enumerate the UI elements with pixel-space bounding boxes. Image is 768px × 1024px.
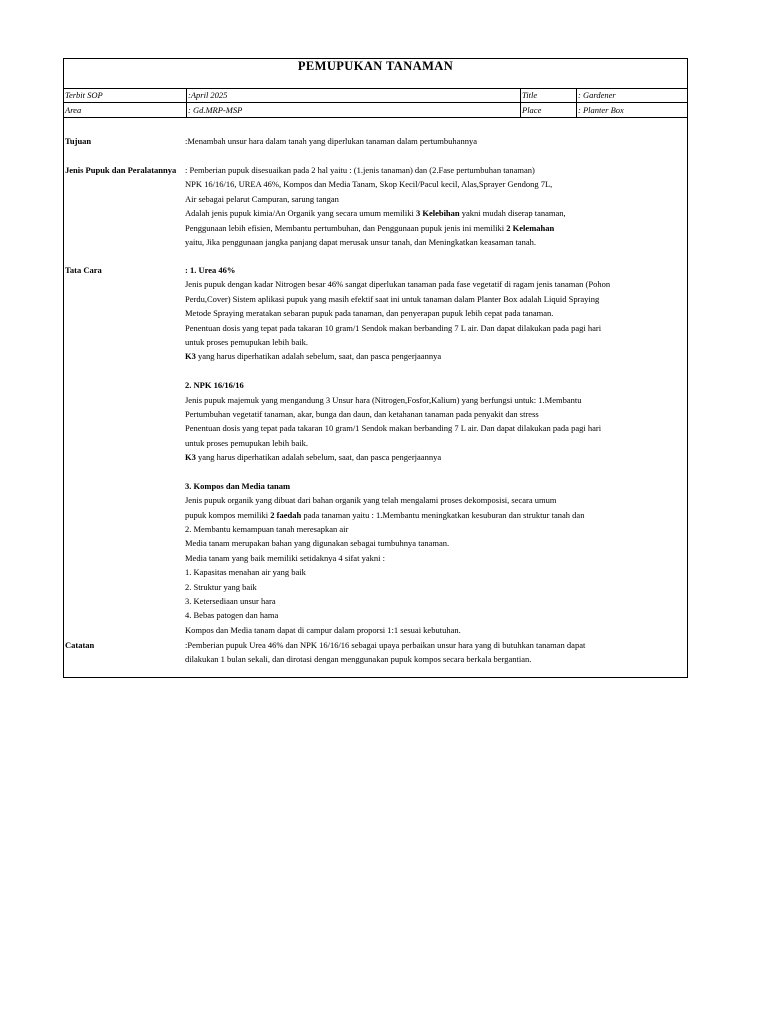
kelemahan-bold: 2 Kelemahan (506, 222, 555, 233)
text-run: pada tanaman yaitu : 1.Membantu meningkatkan kesuburan dan struktur tanah dan (301, 509, 585, 520)
catatan-line: dilakukan 1 bulan sekali, dan dirotasi dengan menggunakan pupuk kompos secara berkala bergantian. (185, 654, 532, 665)
kompos-line: 4. Bebas patogen dan hama (185, 610, 279, 621)
jenis-label: Jenis Pupuk dan Peralatannya (65, 165, 177, 175)
kompos-heading: 3. Kompos dan Media tanam (185, 480, 291, 491)
spacer (185, 364, 685, 378)
urea-line (185, 349, 685, 363)
catatan-line: :Pemberian pupuk Urea 46% dan NPK 16/16/16 sebagai upaya perbaikan unsur hara yang di butuhkan tanaman dapat (185, 640, 586, 650)
text-run: Adalah jenis pupuk kimia/An Organik yang secara umum memiliki (185, 208, 416, 219)
tata-cara-label: Tata Cara (65, 265, 102, 275)
faedah-bold: 2 faedah (270, 509, 302, 520)
kelebihan-bold: 3 Kelebihan (415, 208, 460, 219)
urea-line: Jenis pupuk dengan kadar Nitrogen besar 46% sangat diperlukan tanaman pada fase vegetatif di ragam jenis tanaman (Pohon (185, 279, 611, 290)
npk-line: Pertumbuhan vegetatif tanaman, akar, bunga dan daun, dan ketahanan tanaman pada penyakit dan stress (185, 408, 539, 419)
catatan-label: Catatan (65, 640, 95, 650)
kompos-line (185, 508, 685, 522)
text-run: yang harus diperhatikan adalah sebelum, saat, dan pasca pengerjaannya (195, 452, 442, 463)
k3-bold: K3 (185, 452, 196, 463)
npk-line: Penentuan dosis yang tepat pada takaran 10 gram/1 Sendok makan berbanding 7 L air. Dan dapat dilakukan pada pagi hari (185, 423, 602, 434)
jenis-line: NPK 16/16/16, UREA 46%, Kompos dan Media Tanam, Skop Kecil/Pacul kecil, Alas,Sprayer Gendong 7L, (185, 179, 553, 190)
urea-line: untuk proses pemupukan lebih baik. (185, 336, 308, 347)
jenis-line (185, 206, 685, 220)
kompos-line: 1. Kapasitas menahan air yang baik (185, 567, 306, 578)
k3-bold: K3 (185, 351, 196, 362)
title-value: : Gardener (576, 88, 688, 102)
kompos-line: 2. Membantu kemampuan tanah meresapkan air (185, 524, 349, 535)
urea-line: Metode Spraying meratakan sebaran pupuk pada tanaman, dan penyerapan pupuk lebih cepat pada tanaman. (185, 308, 554, 319)
title-label: Title (520, 88, 576, 102)
kompos-line: Media tanam yang baik memiliki setidaknya 4 sifat yakni : (185, 552, 385, 563)
meta-row-area (64, 103, 687, 118)
npk-line: untuk proses pemupukan lebih baik. (185, 437, 308, 448)
tujuan-label: Tujuan (65, 136, 92, 146)
kompos-line: Media tanam merupakan bahan yang digunakan sebagai tumbuhnya tanaman. (185, 538, 450, 549)
npk-heading: 2. NPK 16/16/16 (185, 380, 244, 391)
text-run: Penggunaan lebih efisien, Membantu pertumbuhan, dan Penggunaan pupuk jenis ini memiliki (185, 222, 507, 233)
jenis-line: : Pemberian pupuk disesuaikan pada 2 hal yaitu : (1.jenis tanaman) dan (2.Fase pertumbuhan tanaman) (185, 165, 535, 175)
terbit-value: :April 2025 (186, 88, 520, 102)
kompos-line: Kompos dan Media tanam dapat di campur dalam proporsi 1:1 sesuai kebutuhan. (185, 624, 461, 635)
area-label: Area (65, 105, 82, 115)
sop-document (63, 58, 688, 678)
jenis-line (185, 221, 685, 235)
spacer (185, 464, 685, 478)
text-run: yakni mudah diserap tanaman, (459, 208, 566, 219)
area-value: : Gd.MRP-MSP (186, 103, 520, 117)
meta-row-terbit (64, 88, 687, 103)
document-title: PEMUPUKAN TANAMAN (64, 59, 687, 89)
kompos-line: 3. Ketersediaan unsur hara (185, 595, 276, 606)
jenis-line: yaitu, Jika penggunaan jangka panjang dapat merusak unsur tanah, dan Meningkatkan keasaman tanah. (185, 236, 536, 247)
place-value: : Planter Box (576, 103, 688, 117)
urea-heading: : 1. Urea 46% (185, 265, 236, 275)
text-run: pupuk kompos memiliki (185, 509, 271, 520)
jenis-line: Air sebagai pelarut Campuran, sarung tangan (185, 193, 339, 204)
npk-line: Jenis pupuk majemuk yang mengandung 3 Unsur hara (Nitrogen,Fosfor,Kalium) yang berfungsi untuk: 1.Membantu (185, 394, 582, 405)
place-label: Place (520, 103, 576, 117)
kompos-line: 2. Struktur yang baik (185, 581, 257, 592)
urea-line: Penentuan dosis yang tepat pada takaran 10 gram/1 Sendok makan berbanding 7 L air. Dan dapat dilakukan pada pagi hari (185, 322, 602, 333)
urea-line: Perdu,Cover) Sistem aplikasi pupuk yang masih efektif saat ini untuk tanaman dalam Planter Box adalah Liquid Spraying (185, 293, 600, 304)
kompos-line: Jenis pupuk organik yang dibuat dari bahan organik yang telah mengalami proses dekomposisi, secara umum (185, 495, 557, 506)
npk-line (185, 450, 685, 464)
text-run: yang harus diperhatikan adalah sebelum, saat, dan pasca pengerjaannya (195, 351, 442, 362)
tujuan-text: :Menambah unsur hara dalam tanah yang diperlukan tanaman dalam pertumbuhannya (185, 136, 477, 146)
terbit-label: Terbit SOP (65, 90, 103, 100)
